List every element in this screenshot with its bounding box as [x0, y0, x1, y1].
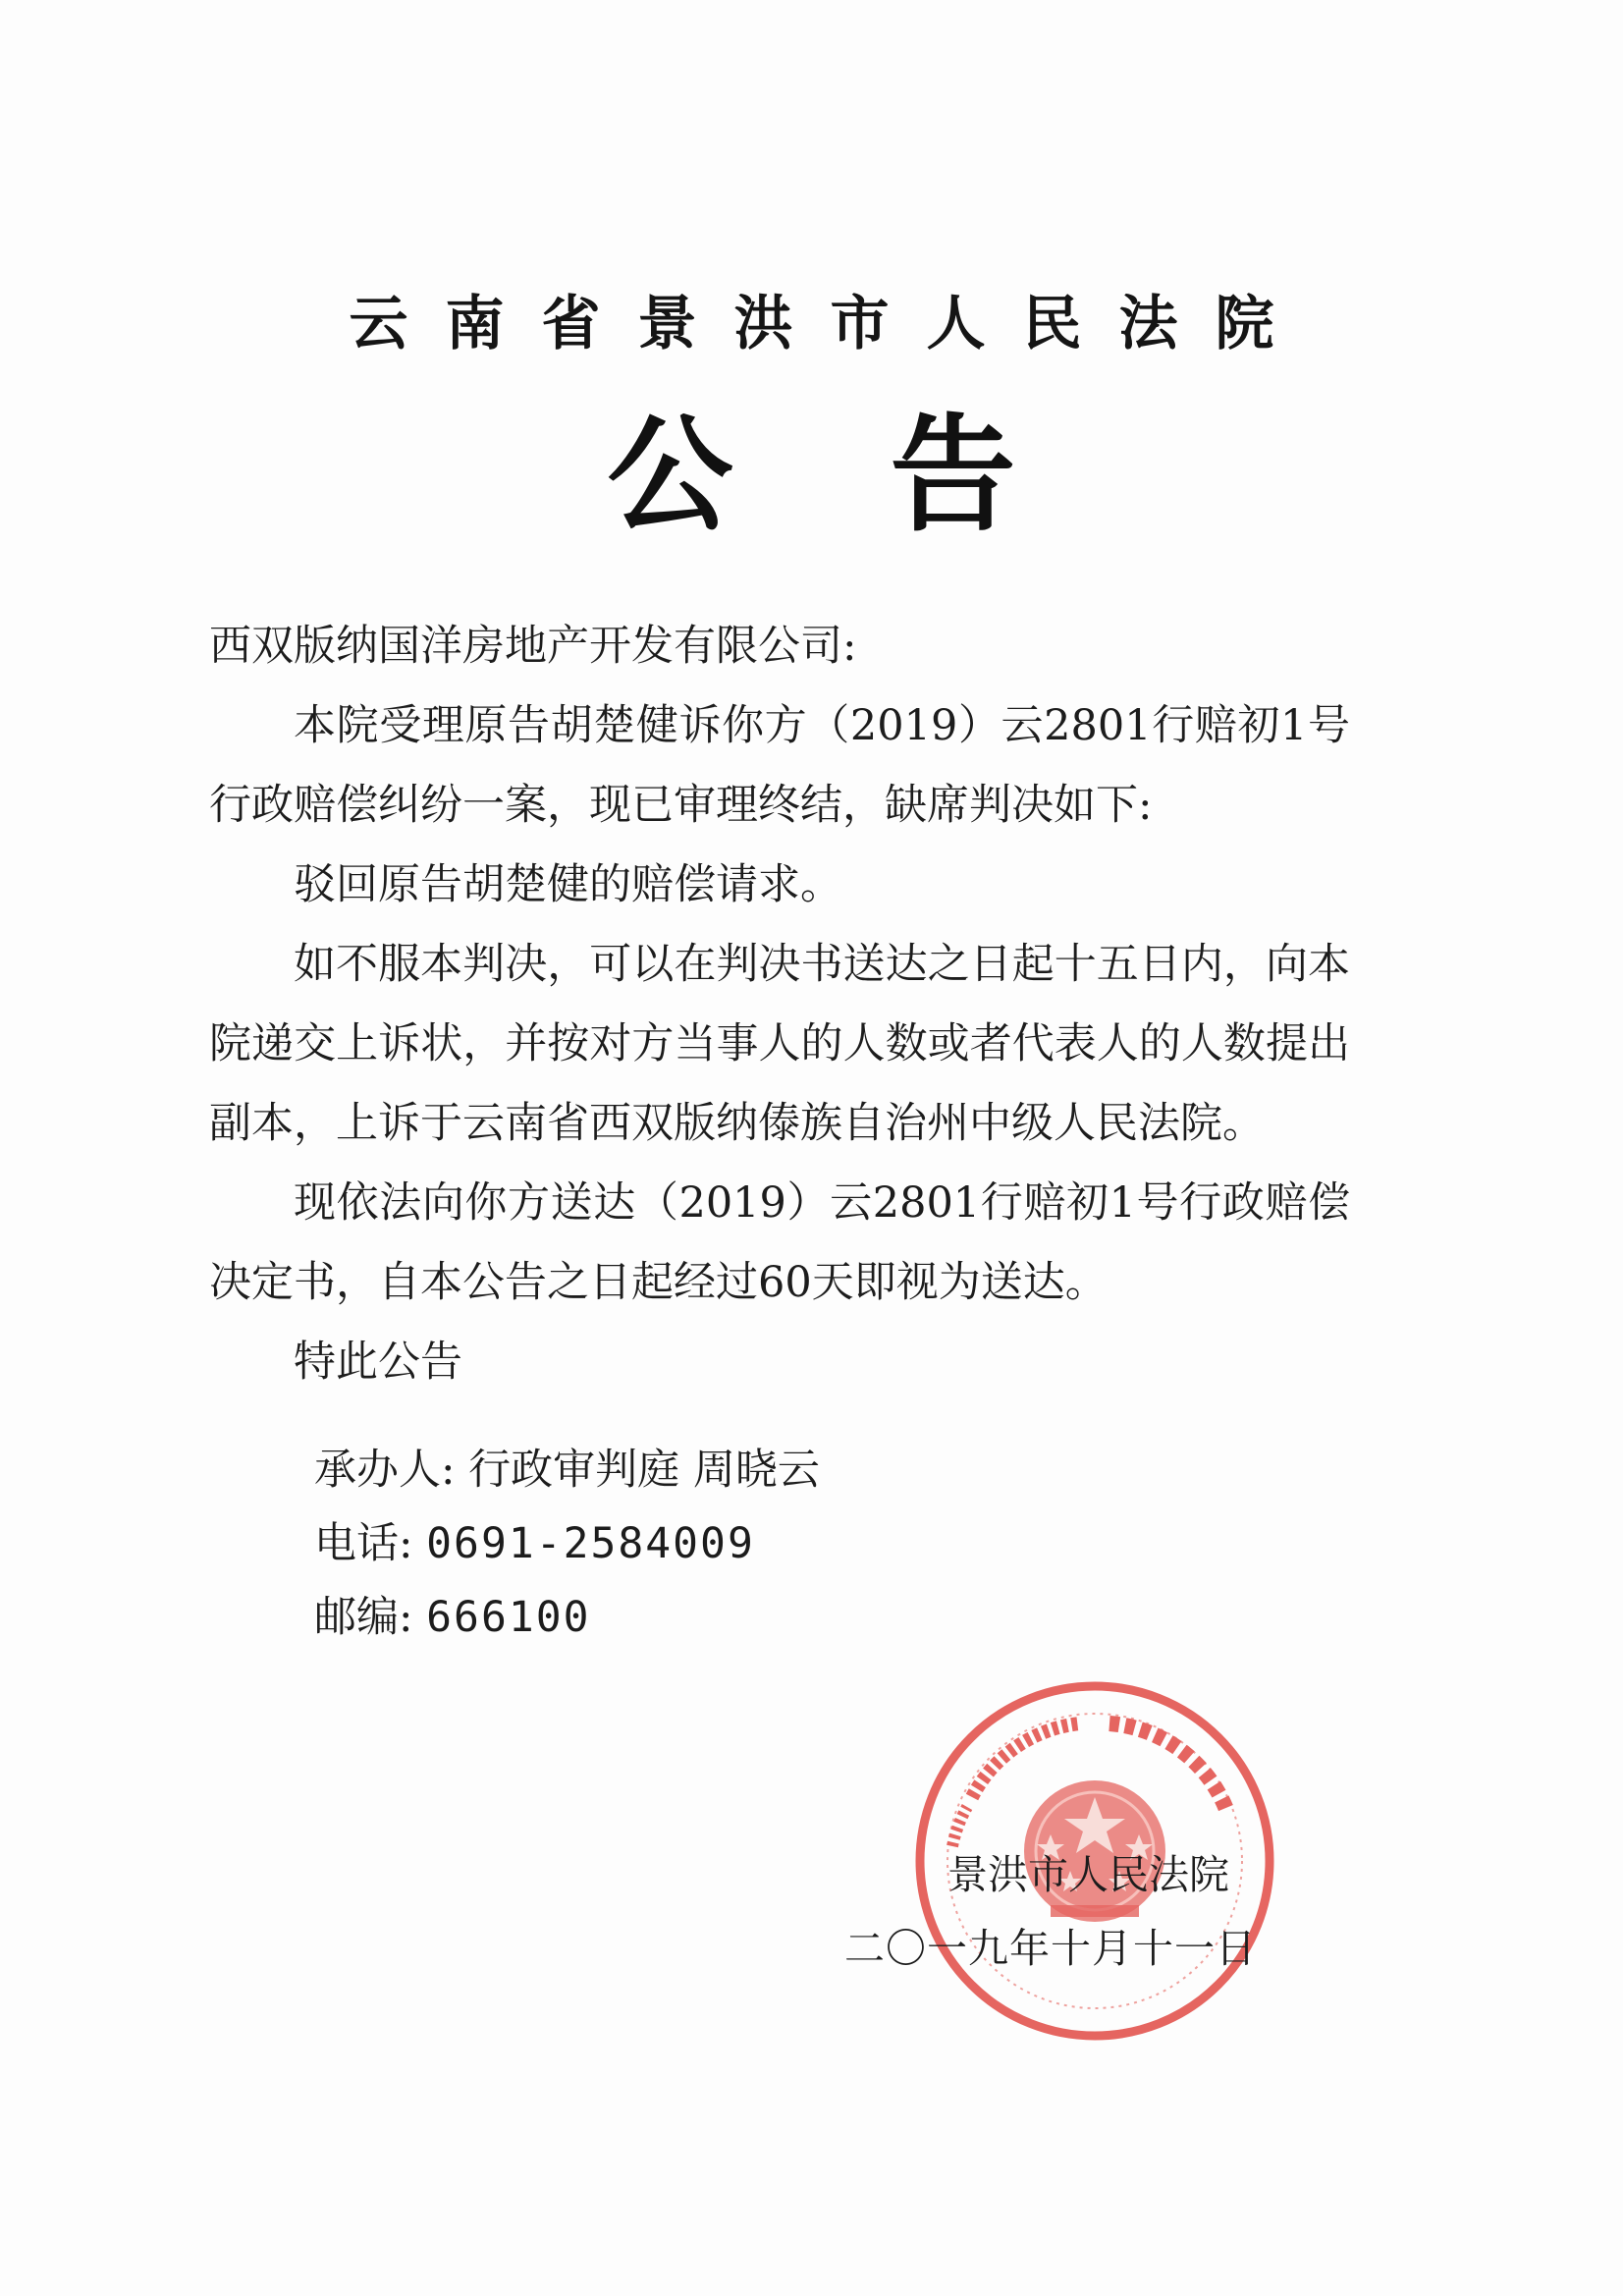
- paragraph-appeal: 如不服本判决，可以在判决书送达之日起十五日内，向本院递交上诉状，并按对方当事人的人数或者代表人的人数提出副本，上诉于云南省西双版纳傣族自治州中级人民法院。: [209, 940, 1350, 1148]
- phone-value: 0691-2584009: [426, 1519, 755, 1568]
- handler-row: [314, 1434, 1198, 1507]
- paragraph-closing: 特此公告: [294, 1338, 462, 1387]
- paragraph-judgment: 驳回原告胡楚健的赔偿请求。: [294, 860, 842, 909]
- paragraph-service: 现依法向你方送达（2019）云2801行赔初1号行政赔偿决定书，自本公告之日起经过60天即视为送达。: [209, 1178, 1350, 1307]
- contact-info: [314, 1434, 1198, 1655]
- addressee: 西双版纳国洋房地产开发有限公司:: [209, 622, 857, 671]
- document-title: 公告: [607, 403, 1173, 549]
- signature-date: 二〇一九年十月十一日: [844, 1925, 1257, 1972]
- notice-body: [209, 607, 1350, 1402]
- postcode-row: [314, 1581, 1198, 1655]
- court-title: 云南省景洪市人民法院: [349, 290, 1312, 358]
- postcode-label: 邮编:: [314, 1593, 413, 1642]
- phone-label: 电话:: [314, 1519, 413, 1568]
- paragraph-case: 本院受理原告胡楚健诉你方（2019）云2801行赔初1号行政赔偿纠纷一案，现已审理终结，缺席判决如下:: [209, 701, 1350, 830]
- signature-block: [844, 1838, 1306, 1986]
- signature-court-name: 景洪市人民法院: [947, 1851, 1229, 1898]
- handler-value: 行政审判庭 周晓云: [468, 1446, 820, 1495]
- phone-row: [314, 1507, 1198, 1581]
- handler-label: 承办人:: [314, 1446, 456, 1495]
- postcode-value: 666100: [426, 1593, 591, 1642]
